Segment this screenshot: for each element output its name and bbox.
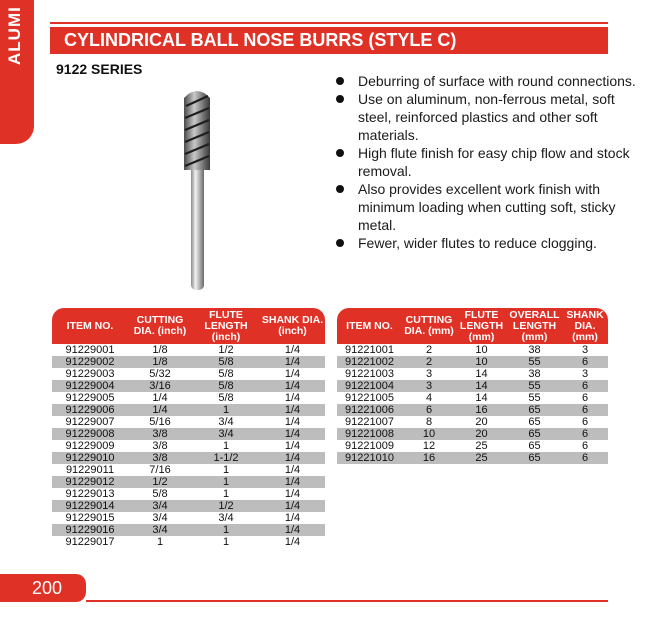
table-cell: 5/32 bbox=[149, 368, 171, 380]
column-header-item-no: ITEM NO. bbox=[337, 308, 402, 344]
table-cell: 91221003 bbox=[345, 368, 394, 380]
table-cell: 91229003 bbox=[65, 368, 115, 380]
table-row bbox=[52, 476, 325, 488]
table-cell: 6 bbox=[562, 356, 608, 368]
table-cell: 91221006 bbox=[337, 404, 402, 416]
table-cell: 5/8 bbox=[152, 488, 168, 500]
table-cell: 65 bbox=[528, 440, 541, 452]
table-row bbox=[52, 524, 325, 536]
feature-item bbox=[336, 90, 636, 144]
table-cell: 14 bbox=[475, 368, 488, 380]
table-cell: 25 bbox=[456, 452, 507, 464]
table-row bbox=[52, 536, 325, 548]
table-cell: 3/4 bbox=[128, 500, 192, 512]
table-cell: 91221005 bbox=[345, 392, 394, 404]
column-header-overall-length: OVERALL LENGTH (mm) bbox=[507, 308, 562, 344]
table-cell: 1/4 bbox=[284, 392, 301, 404]
table-cell: 1/4 bbox=[284, 536, 301, 548]
top-rule bbox=[50, 22, 608, 24]
table-row bbox=[52, 368, 325, 380]
table-cell: 6 bbox=[562, 380, 608, 392]
table-cell: 1/4 bbox=[284, 344, 301, 356]
series-label: 9122 SERIES bbox=[56, 61, 143, 77]
table-cell: 91229009 bbox=[65, 440, 115, 452]
table-cell: 6 bbox=[562, 428, 608, 440]
burr-shank bbox=[191, 164, 204, 290]
table-cell: 3/4 bbox=[218, 416, 234, 428]
table-row bbox=[52, 344, 325, 356]
table-cell: 91229006 bbox=[52, 404, 128, 416]
table-cell: 5/16 bbox=[149, 416, 171, 428]
column-header-flute-length: FLUTE LENGTH (mm) bbox=[456, 308, 507, 344]
table-row bbox=[337, 368, 608, 380]
table-row bbox=[52, 440, 325, 452]
table-row bbox=[52, 452, 325, 464]
bullet-icon bbox=[336, 185, 344, 193]
table-cell: 10 bbox=[402, 428, 456, 440]
table-cell: 1 bbox=[222, 440, 230, 452]
table-row bbox=[52, 488, 325, 500]
table-cell: 91229004 bbox=[52, 380, 128, 392]
table-cell: 8 bbox=[425, 416, 433, 428]
table-cell: 4 bbox=[425, 392, 433, 404]
table-cell: 3/8 bbox=[128, 428, 192, 440]
table-cell: 91221010 bbox=[337, 452, 402, 464]
section-side-tab bbox=[0, 0, 34, 144]
feature-item bbox=[336, 234, 636, 252]
mm-spec-table bbox=[337, 308, 608, 464]
table-cell: 5/8 bbox=[218, 392, 234, 404]
table-cell: 6 bbox=[562, 452, 608, 464]
table-row bbox=[337, 416, 608, 428]
table-cell: 1/4 bbox=[284, 440, 301, 452]
table-cell: 1 bbox=[222, 488, 230, 500]
table-cell: 1/4 bbox=[284, 464, 301, 476]
table-cell: 91229015 bbox=[65, 512, 115, 524]
table-cell: 1/4 bbox=[260, 476, 325, 488]
table-cell: 7/16 bbox=[149, 464, 171, 476]
table-cell: 91221007 bbox=[345, 416, 394, 428]
table-cell: 91229007 bbox=[65, 416, 115, 428]
table-cell: 91229014 bbox=[52, 500, 128, 512]
table-cell: 6 bbox=[562, 404, 608, 416]
table-cell: 1/4 bbox=[260, 500, 325, 512]
column-header-cutting-dia: CUTTING DIA. (mm) bbox=[402, 308, 456, 344]
feature-text: Deburring of surface with round connections. bbox=[358, 73, 636, 89]
column-header-cutting-dia: CUTTING DIA. (inch) bbox=[128, 308, 192, 344]
feature-text: Use on aluminum, non-ferrous metal, soft steel, reinforced plastics and other soft materials. bbox=[358, 91, 615, 143]
table-cell: 6 bbox=[402, 404, 456, 416]
table-cell: 1/4 bbox=[128, 404, 192, 416]
table-cell: 1/2 bbox=[128, 476, 192, 488]
table-cell: 1/8 bbox=[152, 344, 168, 356]
table-cell: 3 bbox=[581, 368, 589, 380]
table-cell: 91229016 bbox=[52, 524, 128, 536]
table-cell: 91229008 bbox=[52, 428, 128, 440]
table-cell: 91229005 bbox=[65, 392, 115, 404]
table-cell: 3/16 bbox=[128, 380, 192, 392]
table-cell: 91221002 bbox=[337, 356, 402, 368]
page-number: 200 bbox=[0, 574, 86, 602]
table-cell: 3/8 bbox=[152, 440, 168, 452]
table-cell: 91229001 bbox=[65, 344, 115, 356]
feature-item bbox=[336, 144, 636, 180]
table-cell: 1/4 bbox=[284, 368, 301, 380]
table-cell: 1/2 bbox=[192, 500, 260, 512]
table-cell: 1-1/2 bbox=[192, 452, 260, 464]
table-cell: 14 bbox=[475, 392, 488, 404]
feature-text: High flute finish for easy chip flow and stock removal. bbox=[358, 145, 630, 179]
bullet-icon bbox=[336, 239, 344, 247]
table-row bbox=[52, 428, 325, 440]
table-cell: 91221009 bbox=[345, 440, 394, 452]
table-cell: 1/4 bbox=[284, 512, 301, 524]
table-cell: 6 bbox=[581, 416, 589, 428]
table-cell: 91229012 bbox=[52, 476, 128, 488]
table-cell: 1 bbox=[156, 536, 164, 548]
table-cell: 20 bbox=[475, 416, 488, 428]
table-cell: 91221001 bbox=[345, 344, 394, 356]
table-cell: 38 bbox=[528, 368, 541, 380]
table-cell: 16 bbox=[402, 452, 456, 464]
feature-list bbox=[336, 72, 636, 252]
table-row bbox=[52, 416, 325, 428]
table-cell: 65 bbox=[507, 452, 562, 464]
table-row bbox=[52, 512, 325, 524]
column-header-shank-dia: SHANK DIA. (mm) bbox=[562, 308, 608, 344]
table-cell: 1 bbox=[222, 536, 230, 548]
table-cell: 65 bbox=[507, 404, 562, 416]
table-cell: 3/4 bbox=[192, 428, 260, 440]
table-cell: 3/8 bbox=[128, 452, 192, 464]
table-row bbox=[337, 440, 608, 452]
table-cell: 10 bbox=[456, 356, 507, 368]
table-row bbox=[337, 392, 608, 404]
table-cell: 1 bbox=[192, 476, 260, 488]
table-cell: 12 bbox=[422, 440, 436, 452]
table-cell: 1 bbox=[192, 404, 260, 416]
page-title: CYLINDRICAL BALL NOSE BURRS (STYLE C) bbox=[50, 27, 608, 54]
table-cell: 55 bbox=[528, 392, 541, 404]
table-row bbox=[52, 500, 325, 512]
table-row bbox=[337, 356, 608, 368]
table-cell: 91229011 bbox=[65, 464, 115, 476]
table-cell: 1/4 bbox=[260, 428, 325, 440]
table-row bbox=[52, 380, 325, 392]
table-cell: 1 bbox=[192, 524, 260, 536]
table-cell: 91229013 bbox=[65, 488, 115, 500]
table-cell: 3 bbox=[402, 380, 456, 392]
table-cell: 2 bbox=[425, 344, 433, 356]
table-cell: 1/4 bbox=[260, 404, 325, 416]
table-cell: 20 bbox=[456, 428, 507, 440]
table-row bbox=[337, 428, 608, 440]
table-cell: 1/4 bbox=[284, 488, 301, 500]
column-header-shank-dia: SHANK DIA. (inch) bbox=[260, 308, 325, 344]
table-cell: 91229002 bbox=[52, 356, 128, 368]
feature-item bbox=[336, 72, 636, 90]
table-cell: 6 bbox=[581, 440, 589, 452]
table-row bbox=[337, 380, 608, 392]
table-cell: 14 bbox=[456, 380, 507, 392]
table-cell: 55 bbox=[507, 356, 562, 368]
feature-text: Fewer, wider flutes to reduce clogging. bbox=[358, 235, 597, 251]
table-cell: 1/4 bbox=[260, 452, 325, 464]
table-row bbox=[337, 452, 608, 464]
table-cell: 1/4 bbox=[260, 356, 325, 368]
inch-spec-table bbox=[52, 308, 325, 548]
bullet-icon bbox=[336, 149, 344, 157]
table-cell: 2 bbox=[402, 356, 456, 368]
table-cell: 1/4 bbox=[260, 524, 325, 536]
table-cell: 38 bbox=[528, 344, 541, 356]
table-cell: 3/4 bbox=[152, 512, 168, 524]
table-cell: 1/4 bbox=[284, 416, 301, 428]
table-cell: 55 bbox=[507, 380, 562, 392]
table-cell: 91229017 bbox=[65, 536, 115, 548]
table-cell: 25 bbox=[475, 440, 488, 452]
table-row bbox=[337, 404, 608, 416]
bottom-rule bbox=[86, 600, 608, 602]
table-row bbox=[52, 464, 325, 476]
table-cell: 5/8 bbox=[192, 356, 260, 368]
table-cell: 1/4 bbox=[152, 392, 168, 404]
table-cell: 91221008 bbox=[337, 428, 402, 440]
table-cell: 65 bbox=[507, 428, 562, 440]
table-cell: 3/4 bbox=[128, 524, 192, 536]
table-cell: 5/8 bbox=[218, 368, 234, 380]
table-row bbox=[52, 392, 325, 404]
table-cell: 1/8 bbox=[128, 356, 192, 368]
table-cell: 1 bbox=[222, 464, 230, 476]
table-row bbox=[52, 404, 325, 416]
column-header-item-no: ITEM NO. bbox=[52, 308, 128, 344]
table-cell: 10 bbox=[475, 344, 488, 356]
table-cell: 1/2 bbox=[218, 344, 234, 356]
bullet-icon bbox=[336, 77, 344, 85]
table-cell: 1/4 bbox=[260, 380, 325, 392]
table-cell: 3/4 bbox=[218, 512, 234, 524]
ball-nose-burr-image bbox=[172, 84, 222, 294]
feature-text: Also provides excellent work finish with minimum loading when cutting soft, sticky metal. bbox=[358, 181, 616, 233]
column-header-flute-length: FLUTE LENGTH (inch) bbox=[192, 308, 260, 344]
table-cell: 5/8 bbox=[192, 380, 260, 392]
table-cell: 3 bbox=[425, 368, 433, 380]
table-row bbox=[52, 356, 325, 368]
table-cell: 91229010 bbox=[52, 452, 128, 464]
table-cell: 16 bbox=[456, 404, 507, 416]
table-cell: 3 bbox=[581, 344, 589, 356]
table-cell: 65 bbox=[528, 416, 541, 428]
table-cell: 91221004 bbox=[337, 380, 402, 392]
table-row bbox=[337, 344, 608, 356]
feature-item bbox=[336, 180, 636, 234]
bullet-icon bbox=[336, 95, 344, 103]
section-side-tab-label: ALUMI bbox=[5, 6, 24, 65]
table-cell: 6 bbox=[581, 392, 589, 404]
